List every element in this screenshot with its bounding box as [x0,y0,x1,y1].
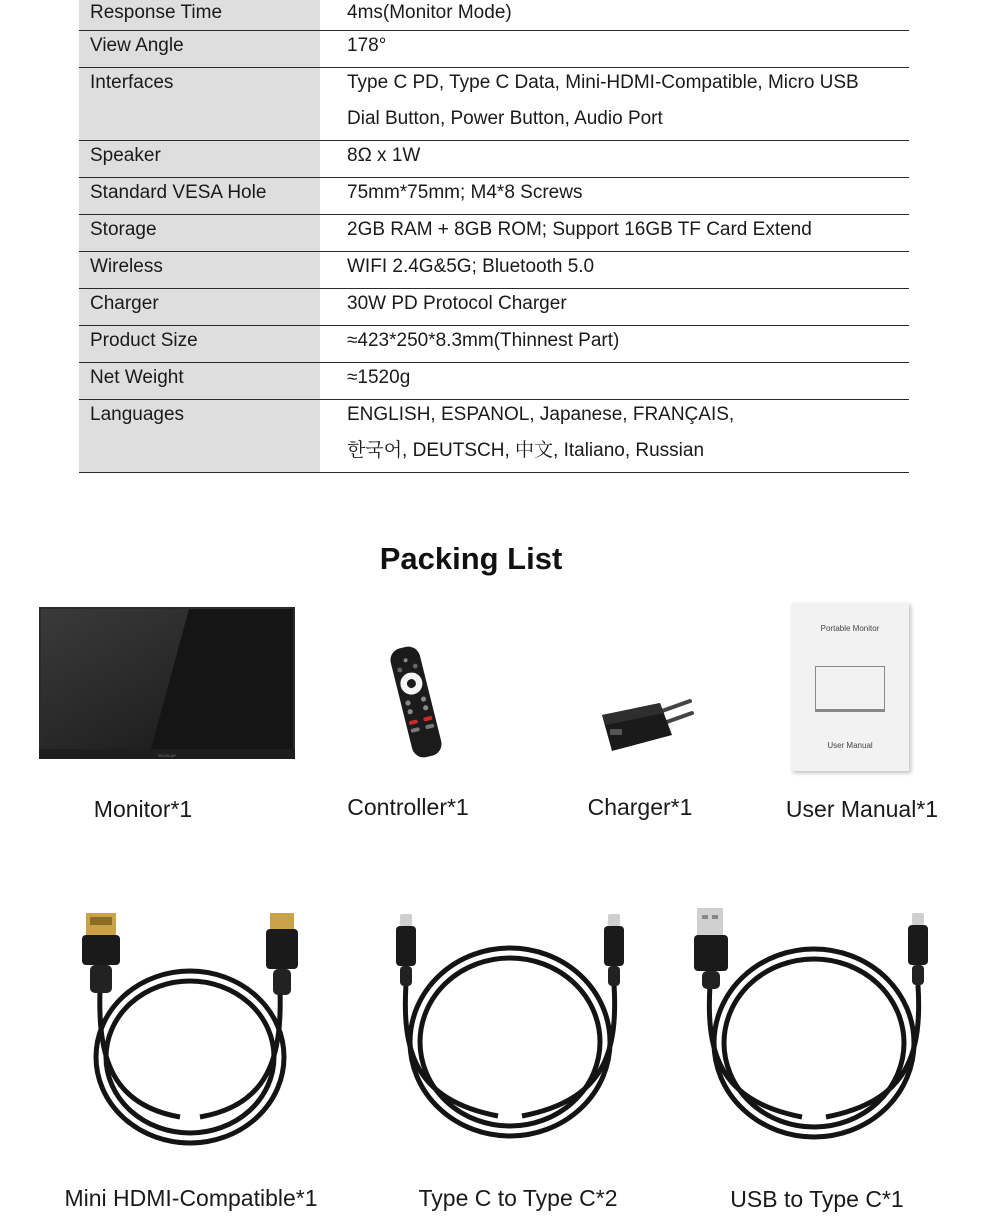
spec-value [320,252,909,289]
packing-list-title: Packing List [379,541,563,576]
spec-row [79,363,909,400]
spec-value [320,289,909,326]
usb-c-cable-icon [380,910,640,1150]
power-adapter-icon [598,695,696,753]
spec-label-text: Speaker [90,145,161,166]
usb-a-to-c-cable-icon [690,905,940,1150]
spec-label-text: Net Weight [90,367,184,388]
spec-value [320,400,909,473]
spec-value-line: 4ms(Monitor Mode) [347,2,512,23]
spec-row [79,252,909,289]
svg-text:ZEUSLAP: ZEUSLAP [157,753,177,758]
spec-label [79,363,320,400]
spec-label [79,326,320,363]
caption-user-manual: User Manual*1 [785,796,939,822]
spec-label [79,68,320,141]
monitor-icon [39,607,295,759]
spec-value-line: Type C PD, Type C Data, Mini-HDMI-Compatible, Micro USB [347,72,859,93]
spec-value-line: 30W PD Protocol Charger [347,293,567,314]
spec-value [320,31,909,68]
spec-label-text: Storage [90,219,157,240]
spec-row [79,31,909,68]
spec-label-text: Standard VESA Hole [90,182,267,203]
spec-value [320,326,909,363]
spec-value [320,0,909,31]
spec-label [79,141,320,178]
spec-value [320,141,909,178]
spec-value [320,178,909,215]
manual-cover-title: Portable Monitor [820,624,880,633]
spec-value-line: 8Ω x 1W [347,145,421,166]
caption-hdmi-cable: Mini HDMI-Compatible*1 [64,1185,318,1211]
spec-value-line: ≈423*250*8.3mm(Thinnest Part) [347,330,620,351]
manual-cover-illustration [815,666,885,712]
user-manual-icon [791,603,909,771]
spec-label [79,400,320,473]
spec-label [79,289,320,326]
spec-row [79,178,909,215]
spec-label-text: View Angle [90,35,184,56]
manual-cover-footer: User Manual [827,741,873,750]
spec-value-line: ENGLISH, ESPANOL, Japanese, FRANÇAIS, [347,404,735,425]
spec-label-text: Languages [90,404,185,425]
caption-usb-c-cable: Type C to Type C*2 [418,1185,618,1211]
spec-row [79,400,909,473]
spec-row [79,215,909,252]
spec-value [320,363,909,400]
spec-value-line: 75mm*75mm; M4*8 Screws [347,182,583,203]
spec-label-text: Product Size [90,330,198,351]
spec-value-line: WIFI 2.4G&5G; Bluetooth 5.0 [347,256,595,277]
spec-table [79,0,909,473]
caption-usb-a-to-c-cable: USB to Type C*1 [730,1186,904,1212]
spec-label-text: Interfaces [90,72,174,93]
spec-label-text: Charger [90,293,159,314]
spec-row [79,289,909,326]
spec-value [320,215,909,252]
remote-control-icon [386,643,446,761]
spec-row [79,68,909,141]
caption-charger: Charger*1 [587,794,693,820]
hdmi-cable-icon [60,905,320,1150]
spec-label [79,178,320,215]
spec-value [320,68,909,141]
spec-value-line: 한국어, DEUTSCH, 中文, Italiano, Russian [347,440,705,461]
spec-label [79,31,320,68]
spec-row [79,326,909,363]
caption-monitor: Monitor*1 [93,796,193,822]
spec-row [79,0,909,31]
spec-value-line: Dial Button, Power Button, Audio Port [347,108,663,129]
spec-row [79,141,909,178]
caption-controller: Controller*1 [347,794,469,820]
spec-label [79,0,320,31]
spec-value-line: 178° [347,35,387,56]
spec-label-text: Response Time [90,2,223,23]
spec-value-line: 2GB RAM + 8GB ROM; Support 16GB TF Card Extend [347,219,812,240]
spec-label [79,252,320,289]
spec-label-text: Wireless [90,256,163,277]
spec-label [79,215,320,252]
spec-value-line: ≈1520g [347,367,411,388]
